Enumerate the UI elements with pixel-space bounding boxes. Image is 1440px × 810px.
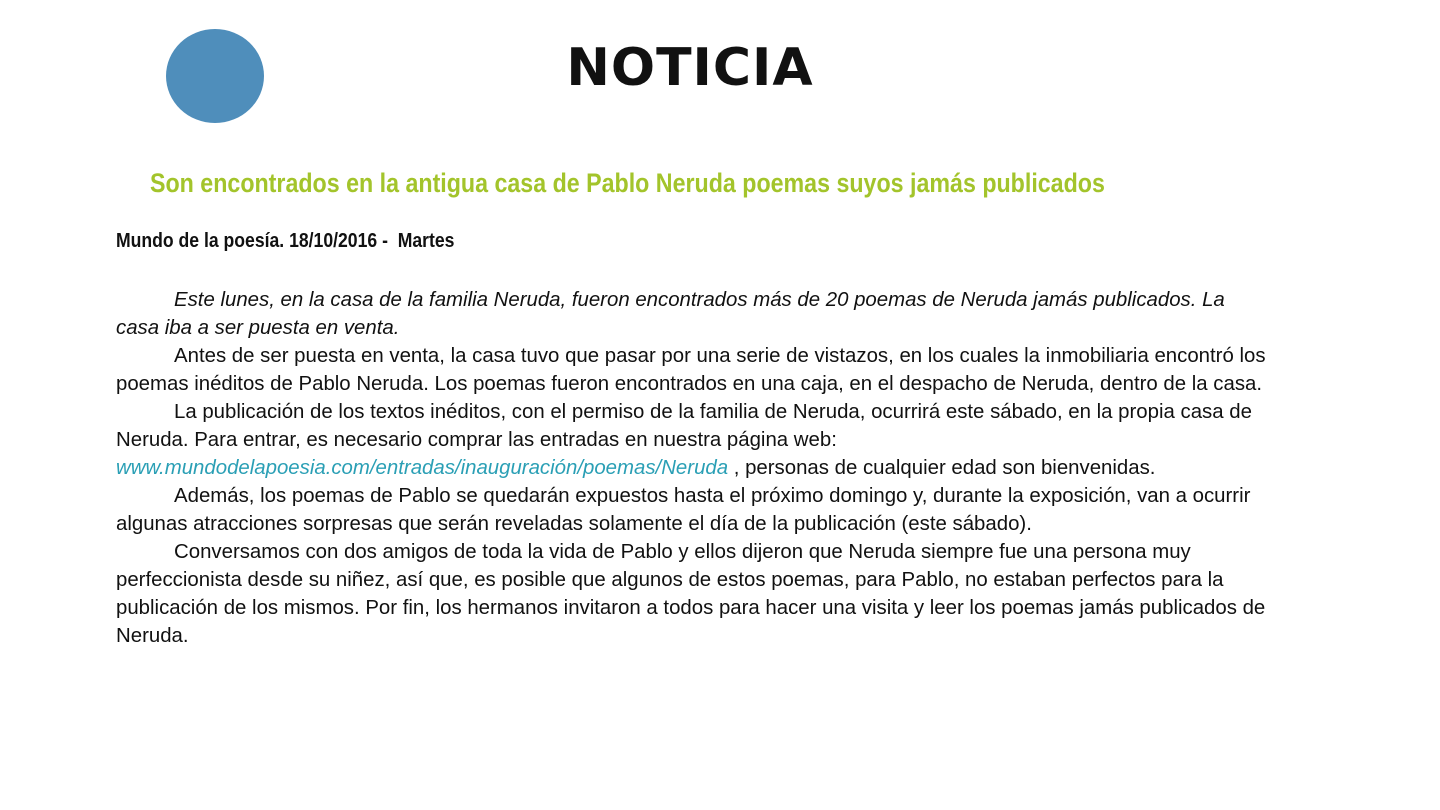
tickets-link[interactable]: www.mundodelapoesia.com/entradas/inauguración/poemas/Neruda	[116, 457, 729, 479]
article-paragraph-2-end: , personas de cualquier edad son bienvenidas.	[728, 457, 1156, 479]
page-title: NOTICIA	[566, 38, 814, 98]
article-byline: Mundo de la poesía. 18/10/2016 - Martes	[116, 230, 455, 252]
article-headline: Son encontrados en la antigua casa de Pablo Neruda poemas suyos jamás publicados	[150, 168, 1105, 198]
article-lead-paragraph: Este lunes, en la casa de la familia Neruda, fueron encontrados más de 20 poemas de Neruda jamás publicados. La casa iba a ser puesta en venta.	[116, 289, 1225, 339]
article-body	[116, 286, 1266, 650]
article-paragraph-3: Además, los poemas de Pablo se quedarán expuestos hasta el próximo domingo y, durante la exposición, van a ocurrir algunas atracciones sorpresas que serán reveladas solamente el día de la publicación (este sábado).	[116, 485, 1251, 535]
article-paragraph-1: Antes de ser puesta en venta, la casa tuvo que pasar por una serie de vistazos, en los cuales la inmobiliaria encontró los poemas inéditos de Pablo Neruda. Los poemas fueron encontrados en una caja, en el despacho de Neruda, dentro de la casa.	[116, 345, 1266, 395]
article-paragraph-2-start: La publicación de los textos inéditos, con el permiso de la familia de Neruda, ocurrirá este sábado, en la propia casa de Neruda. Para entrar, es necesario comprar las entradas en nuestra página web:	[116, 401, 1252, 451]
article-paragraph-2	[116, 398, 1266, 482]
article-paragraph-4: Conversamos con dos amigos de toda la vida de Pablo y ellos dijeron que Neruda siempre fue una persona muy perfeccionista desde su niñez, así que, es posible que algunos de estos poemas, para Pablo, no estaban perfectos para la publicación de los mismos. Por fin, los hermanos invitaron a todos para hacer una visita y leer los poemas jamás publicados de Neruda.	[116, 541, 1266, 647]
